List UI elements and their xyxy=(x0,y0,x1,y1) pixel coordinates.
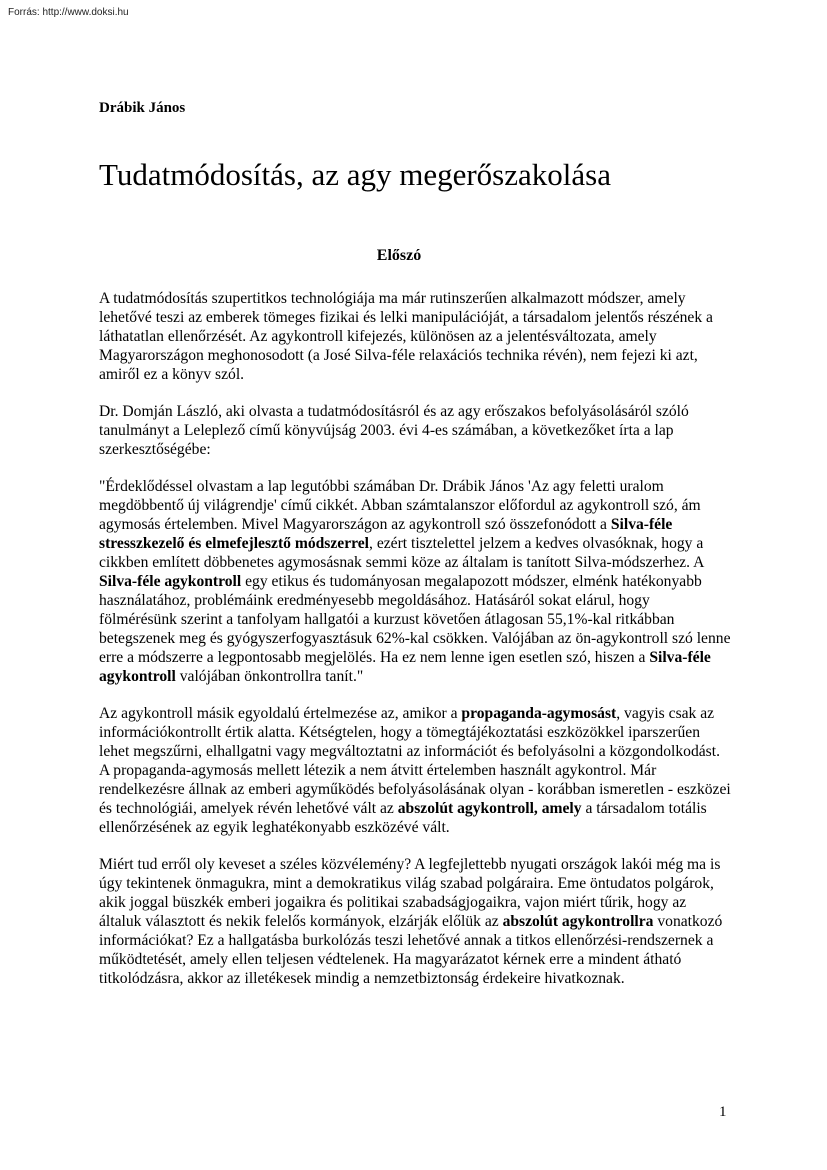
section-heading: Előszó xyxy=(376,247,422,264)
text-run: , ezért tisztelettel jelzem a kedves olvasóknak, hogy a cikkben említett döbbenetes agymosásnak semmi köze az általam is tanított Silva-módszerhez. A xyxy=(99,535,704,571)
paragraph xyxy=(99,289,731,384)
paragraph xyxy=(99,402,731,459)
bold-run: abszolút agykontrollra xyxy=(502,913,654,930)
text-run: A tudatmódosítás szupertitkos technológiája ma már rutinszerűen alkalmazott módszer, amely lehetővé teszi az emberek tömeges fizikai és lelki manipulációját, a társadalom jelentős részének a láthatatlan ellenőrzését. Az agykontroll kifejezés, különösen az a jelentésváltozata, amely Magyarországon meghonosodott (a José Silva-féle relaxációs technika révén), nem fejezi ki azt, amiről ez a könyv szól. xyxy=(99,290,713,383)
text-run: Az agykontroll másik egyoldalú értelmezése az, amikor a xyxy=(99,705,462,722)
bold-run: Silva-féle agykontroll xyxy=(99,573,242,590)
text-run: a társadalom totális ellenőrzésének az egyik leghatékonyabb eszközévé vált. xyxy=(99,800,707,836)
text-run: egy etikus és tudományosan megalapozott módszer, elménk hatékonyabb használatához, problémáink eredményesebb megoldásához. Hatásáról sokat elárul, hogy fölmérésünk szerint a tanfolyam hallgatói a kurzust követően átlagosan 55,1%-kal ritkábban betegszenek meg és gyógyszerfogyasztásuk 62%-kal csökken. Valójában az ön-agykontroll szó lenne erre a módszerre a legpontosabb megjelölés. Ha ez nem lenne igen esetlen szó, hiszen a xyxy=(99,573,731,666)
page-number: 1 xyxy=(719,1104,727,1120)
bold-run: Silva-féle agykontroll xyxy=(99,649,711,685)
paragraph xyxy=(99,855,731,988)
source-note: Forrás: http://www.doksi.hu xyxy=(8,7,129,18)
text-run: Miért tud erről oly keveset a széles közvélemény? A legfejlettebb nyugati országok lakói még ma is úgy tekintenek önmagukra, mint a demokratikus világ szabad polgáraira. Eme öntudatos polgárok, akik joggal büszkék emberi jogaikra és politikai szabadságjogaikra, vajon miért tűrik, hogy az általuk választott és nekik felelős kormányok, elzárják előlük az xyxy=(99,856,721,930)
bold-run: propaganda-agymosást xyxy=(461,705,617,722)
body-text xyxy=(99,289,731,1006)
text-run: Dr. Domján László, aki olvasta a tudatmódosításról és az agy erőszakos befolyásolásáról szóló tanulmányt a Leleplező című könyvújság 2003. évi 4-es számában, a következőket írta a lap szerkesztőségébe: xyxy=(99,403,689,458)
text-run: , vagyis csak az információkontrollt értik alatta. Kétségtelen, hogy a tömegtájékoztatási eszközökkel iparszerűen lehet megszűrni, elhallgatni vagy megváltoztatni az információt és befolyásolni a közgondolkodást. A propaganda-agymosás mellett létezik a nem átvitt értelemben használt agykontrol. Már rendelkezésre állnak az emberi agyműködés befolyásolásának olyan - korábban ismeretlen - eszközei és technológiái, amelyek révén lehetővé vált az xyxy=(99,705,731,817)
text-run: "Érdeklődéssel olvastam a lap legutóbbi számában Dr. Drábik János 'Az agy feletti uralom megdöbbentő új világrendje' című cikkét. Abban számtalanszor előfordul az agykontroll szó, ám agymosás értelemben. Mivel Magyarországon az agykontroll szó összefonódott a xyxy=(99,478,701,533)
author-name: Drábik János xyxy=(99,100,186,116)
text-run: vonatkozó információkat? Ez a hallgatásba burkolózás teszi lehetővé annak a titkos ellenőrzési-rendszernek a működtetését, amely ellen teljesen védtelenek. Ha magyarázatot kérnek erre a mindent átható titkolódzásra, akkor az illetékesek mindig a nemzetbiztonság érdekeire hivatkoznak. xyxy=(99,913,723,987)
bold-run: abszolút agykontroll, amely xyxy=(397,800,582,817)
document-title: Tudatmódosítás, az agy megerőszakolása xyxy=(99,157,611,192)
paragraph xyxy=(99,477,731,686)
paragraph xyxy=(99,704,731,837)
text-run: valójában önkontrollra tanít." xyxy=(175,668,364,685)
bold-run: Silva-féle stresszkezelő és elmefejlesztő módszerrel xyxy=(99,516,673,552)
